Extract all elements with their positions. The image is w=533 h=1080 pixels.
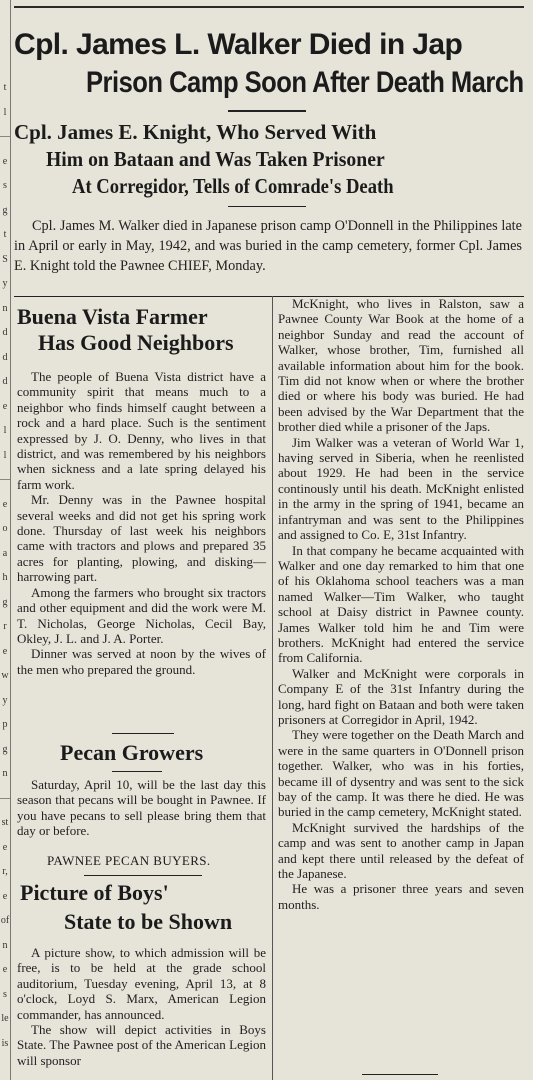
margin-fragment: e (2, 155, 8, 167)
margin-fragment: g (2, 743, 8, 755)
walker-paragraph: Jim Walker was a veteran of World War 1, having served in Siberia, when he reenlisted about 1929. He had been in the service continously until his death. McKnight enlisted in the army in the spring of 1941, became an infantryman and was sent to the Philippines and assigned to Co. E, 31st Infantry. (278, 434, 524, 543)
margin-fragment: l (3, 106, 7, 118)
headline-line-2: Prison Camp Soon After Death March (86, 66, 524, 99)
deck-line-1: Cpl. James E. Knight, Who Served With (14, 120, 377, 144)
column-divider (272, 296, 273, 1080)
boys-state-body (17, 945, 266, 1068)
buena-vista-paragraph: Mr. Denny was in the Pawnee hospital several weeks and did not get his spring work done. Thursday of last week his neighbors came with tractors and plows and prepared 35 acres for planting, plowing, and disking—harrowing part. (17, 492, 266, 585)
boys-state-headline-2: State to be Shown (64, 909, 233, 934)
boys-state-headline-1: Picture of Boys' (20, 880, 169, 905)
walker-story-continued (278, 296, 524, 912)
buena-vista-paragraph: The people of Buena Vista district have a community spirit that means much to a neighbor who finds himself caught between a rock and a hard place. Such is the sentiment expressed by J. O. Denny, who lives in that district, and was remembered by his neighbors when sickness and a late spring delayed his farm work. (17, 369, 266, 492)
buena-vista-paragraph: Dinner was served at noon by the wives of the men who prepared the ground. (17, 646, 266, 677)
margin-fragment: d (2, 327, 8, 338)
margin-fragment: g (2, 596, 8, 608)
margin-fragment: y (2, 278, 8, 289)
margin-fragment: e (2, 498, 8, 510)
margin-fragment: — (0, 792, 10, 804)
margin-fragment: l (3, 425, 7, 436)
margin-fragment: n (2, 939, 8, 951)
margin-fragment: w (1, 670, 9, 681)
boys-state-paragraph: A picture show, to which admission will be free, is to be held at the grade school auditorium, Tuesday evening, April 13, at 8 o'clock, Loyd S. Marx, American Legion commander, has announced. (17, 945, 266, 1022)
margin-fragment: y (2, 694, 8, 706)
walker-paragraph: McKnight survived the hardships of the camp and was sent to another camp in Japan and kept there until released by the defeat of the Japanese. (278, 819, 524, 882)
section-divider (112, 771, 162, 772)
margin-fragment: l (3, 449, 7, 461)
buena-vista-body (17, 369, 266, 677)
margin-fragment: — (0, 474, 10, 485)
deck-line-3: At Corregidor, Tells of Comrade's Death (72, 174, 394, 198)
walker-paragraph: He was a prisoner three years and seven months. (278, 881, 524, 912)
pecan-headline: Pecan Growers (60, 740, 204, 765)
margin-fragment: t (3, 82, 7, 93)
buena-vista-paragraph: Among the farmers who brought six tractors and other equipment and did the work were M. T. Nicholas, George Nicholas, Cecil Bay, Okley, J. L. and J. A. Porter. (17, 584, 266, 646)
adjacent-column-fragment (0, 0, 11, 1080)
lede-paragraph: Cpl. James M. Walker died in Japanese prison camp O'Donnell in the Philippines late in April or early in May, 1942, and was buried in the camp cemetery, former Cpl. James E. Knight told the Pawnee CHIEF, Monday. (14, 218, 522, 274)
previous-article-edge (14, 0, 524, 8)
margin-fragment: a (2, 547, 8, 559)
margin-fragment: le (1, 1013, 9, 1024)
deck-line-2: Him on Bataan and Was Taken Prisoner (46, 147, 385, 171)
margin-fragment: e (2, 400, 8, 412)
margin-fragment: g (2, 204, 8, 216)
margin-fragment: e (2, 645, 8, 657)
margin-fragment: p (2, 719, 8, 730)
story-end-rule (362, 1074, 438, 1075)
margin-fragment: s (3, 988, 7, 1000)
margin-fragment: t (3, 229, 7, 240)
margin-fragment: d (2, 351, 8, 363)
margin-fragment: e (2, 964, 8, 975)
walker-paragraph: Walker and McKnight were corporals in Company E of the 31st Infantry during the long, hard fight on Bataan and both were taken prisoners at Corregidor in April, 1942. (278, 665, 524, 727)
walker-paragraph: McKnight, who lives in Ralston, saw a Pawnee County War Book at the home of a neighbor Sunday and read the account of Walker, whose brother, Tim, furnished all available information about him for the book. Tim did not know when or where the brother died or where his body was buried. He had been advised by the War Department that the brother died while a prisoner of the Japs. (278, 296, 524, 435)
margin-fragment: of (0, 915, 10, 926)
margin-fragment: n (2, 768, 8, 779)
margin-fragment: n (2, 302, 8, 314)
pecan-paragraph: Saturday, April 10, will be the last day this season that pecans will be bought in Pawnee. If you have pecans to sell please bring them that day or before. (17, 777, 266, 839)
boys-state-paragraph: The show will depict activities in Boys State. The Pawnee post of the American Legion will sponsor (17, 1022, 266, 1068)
buena-vista-headline-2: Has Good Neighbors (38, 330, 234, 355)
margin-fragment: r, (2, 866, 8, 877)
walker-paragraph: In that company he became acquainted with Walker and one day remarked to him that one of his Oklahoma school teachers was a man named Walker—Tim Walker, who taught school at Daisy district in Pawnee county. James Walker told him he and Tim were brothers. McKnight had entered the service from California. (278, 542, 524, 666)
margin-fragment: e (2, 841, 8, 853)
margin-fragment: h (2, 572, 8, 583)
margin-fragment: s (3, 180, 7, 191)
margin-fragment: r (3, 621, 7, 632)
pecan-signature: PAWNEE PECAN BUYERS. (47, 853, 211, 868)
walker-paragraph: They were together on the Death March and were in the same quarters in O'Donnell prison together. Walker, who was in his forties, became ill of dysentry and was sent to the sick bay of the camp. It was there he died. He was buried in the camp cemetery, McKnight stated. (278, 727, 524, 820)
section-divider (84, 875, 202, 876)
buena-vista-headline-1: Buena Vista Farmer (17, 304, 208, 329)
pecan-body (17, 777, 266, 839)
margin-fragment: is (1, 1037, 9, 1049)
deck-divider (228, 206, 306, 207)
headline-line-1: Cpl. James L. Walker Died in Jap (14, 28, 463, 61)
margin-fragment: st (1, 817, 9, 828)
margin-fragment: S (2, 253, 8, 265)
margin-fragment: d (2, 376, 8, 387)
margin-fragment: o (2, 523, 8, 534)
headline-divider (228, 110, 306, 112)
section-divider (112, 733, 174, 734)
margin-fragment: — (0, 131, 10, 142)
margin-fragment: e (2, 890, 8, 902)
